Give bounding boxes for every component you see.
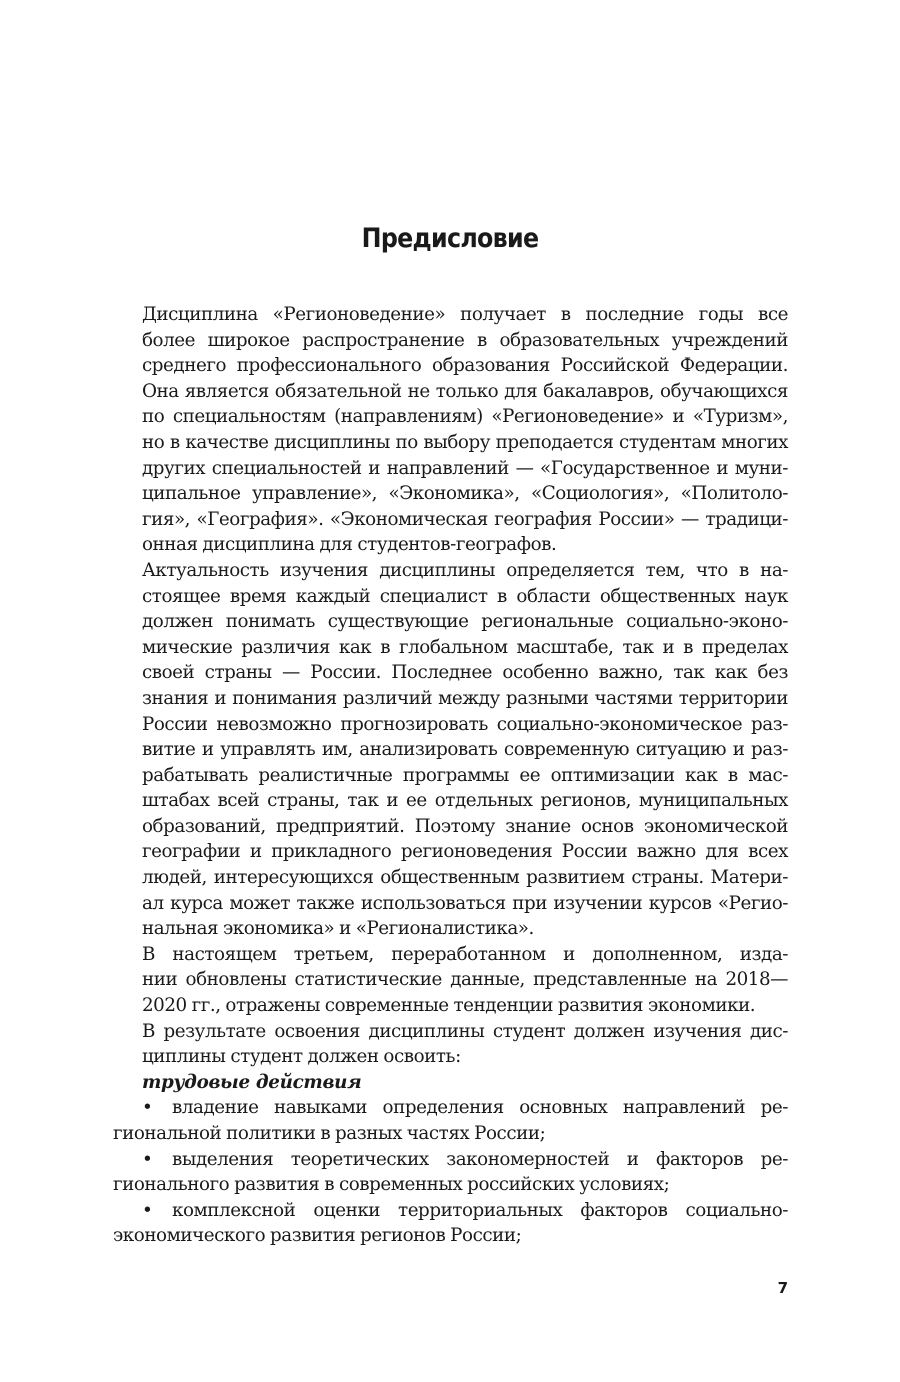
text-line: Она является обязательной не только для бакалавров, обучающихся (142, 380, 788, 402)
text-line: должен понимать существующие региональные социально-эконо- (142, 611, 788, 633)
paragraph-relevance (113, 558, 788, 942)
text-line: витие и управлять им, анализировать современную ситуацию и раз- (142, 739, 788, 761)
text-line (113, 1095, 788, 1121)
text-line: 2020 гг., отражены современные тенденции развития экономики. (142, 995, 756, 1017)
text-line: других специальностей и направлений — «Государственное и муни- (142, 457, 788, 479)
text-line: циплины студент должен освоить: (142, 1046, 461, 1068)
paragraph-outcomes (113, 1019, 788, 1070)
text-line: по специальностям (направлениям) «Регионоведение» и «Туризм», (142, 406, 788, 428)
text-line: географии и прикладного регионоведения России важно для всех (142, 841, 788, 863)
text-line (113, 1198, 788, 1224)
text-line: Дисциплина «Регионоведение» получает в последние годы все (142, 304, 788, 325)
list-item (113, 1198, 788, 1249)
text-line: рабатывать реалистичные программы ее оптимизации как в мас- (142, 764, 788, 786)
bullet-list (113, 1095, 788, 1249)
text-line: экономического развития регионов России; (113, 1225, 522, 1247)
text-line: гиональной политики в разных частях России; (113, 1123, 546, 1144)
text-line: гионального развития в современных российских условиях; (113, 1174, 670, 1196)
section-subheading: трудовые действия (142, 1071, 362, 1093)
text-line: Актуальность изучения дисциплины определяется тем, что в на- (142, 559, 788, 581)
list-item (113, 1147, 788, 1198)
text-line: мические различия как в глобальном масштабе, так и в пределах (142, 636, 788, 658)
paragraph-edition (113, 942, 788, 1019)
text-line: В результате освоения дисциплины студент должен изучения дис- (142, 1020, 788, 1042)
bullet-icon: • (142, 1199, 153, 1221)
page-title: Предисловие (361, 223, 539, 254)
bullet-icon: • (142, 1148, 153, 1170)
page-number: 7 (777, 1279, 788, 1297)
text-line: среднего профессионального образования Российской Федерации. (142, 355, 788, 377)
text-line: онная дисциплина для студентов-географов. (142, 534, 557, 556)
paragraph-intro (113, 302, 788, 558)
main-text (113, 302, 788, 1249)
text-line: штабах всей страны, так и ее отдельных регионов, муниципальных (142, 790, 788, 812)
text-line: России невозможно прогнозировать социально-экономическое раз- (142, 713, 788, 735)
text-line (113, 1147, 788, 1173)
text-line: знания и понимания различий между разными частями территории (142, 687, 788, 709)
bullet-text: выделения теоретических закономерностей и факторов ре- (172, 1148, 788, 1170)
text-line: образований, предприятий. Поэтому знание основ экономической (142, 815, 788, 837)
text-line: людей, интересующихся общественным развитием страны. Матери- (142, 867, 788, 889)
text-line: ал курса может также использоваться при изучении курсов «Регио- (142, 892, 788, 914)
bullet-text: комплексной оценки территориальных факторов социально- (172, 1199, 788, 1221)
text-line: нии обновлены статистические данные, представленные на 2018— (142, 969, 788, 991)
text-line: своей страны — России. Последнее особенно важно, так как без (142, 662, 788, 684)
text-line: но в качестве дисциплины по выбору преподается студентам многих (142, 431, 788, 453)
text-line: ципальное управление», «Экономика», «Социология», «Политоло- (142, 483, 788, 505)
text-line: нальная экономика» и «Регионалистика». (142, 918, 534, 940)
bullet-text: владение навыками определения основных направлений ре- (172, 1097, 788, 1119)
text-line: В настоящем третьем, переработанном и дополненном, изда- (142, 943, 788, 965)
bullet-icon: • (142, 1097, 153, 1119)
text-line: более широкое распространение в образовательных учреждений (142, 329, 788, 351)
text-line: гия», «География». «Экономическая география России» — традици- (142, 508, 788, 530)
list-item (113, 1095, 788, 1146)
text-line: стоящее время каждый специалист в области общественных наук (142, 585, 788, 607)
